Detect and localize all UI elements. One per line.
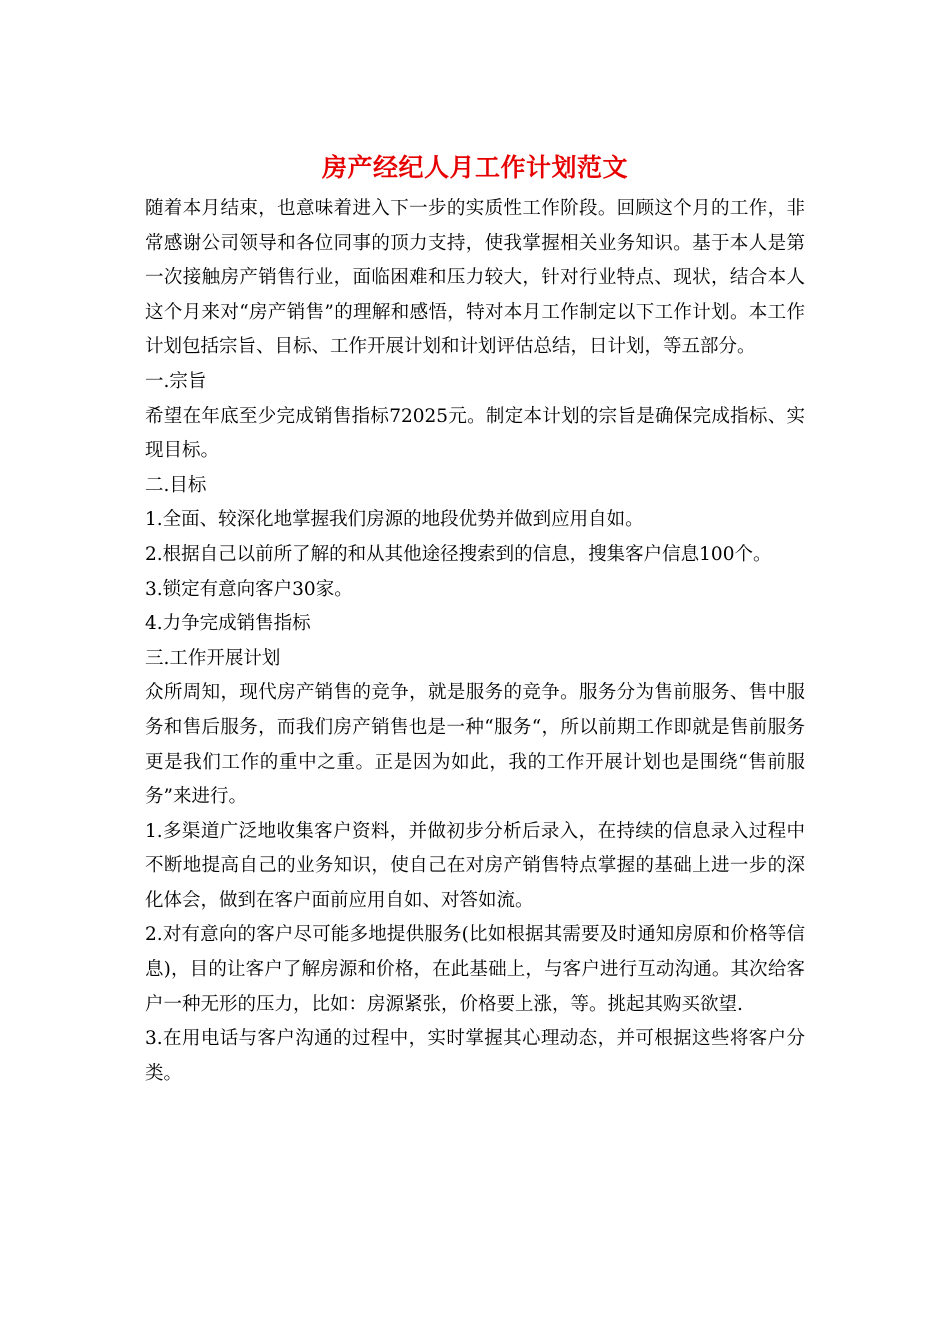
document-title: 房产经纪人月工作计划范文 <box>321 153 628 182</box>
goal-item-1: 1.全面、较深化地掌握我们房源的地段优势并做到应用自如。 <box>145 509 644 531</box>
paragraph-intro: 随着本月结束，也意味着进入下一步的实质性工作阶段。回顾这个月的工作，非常感谢公司领导和各位同事的顶力支持，使我掌握相关业务知识。基于本人是第一次接触房产销售行业，面临困难和压力较大，针对行业特点、现状，结合本人这个月来对“房产销售”的理解和感悟，特对本月工作制定以下工作计划。本工作计划包括宗旨、目标、工作开展计划和计划评估总结，日计划，等五部分。 <box>145 198 805 358</box>
plan-item-3: 3.在用电话与客户沟通的过程中，实时掌握其心理动态，并可根据这些将客户分类。 <box>145 1028 805 1084</box>
plan-item-1: 1.多渠道广泛地收集客户资料，并做初步分析后录入，在持续的信息录入过程中不断地提高自己的业务知识，使自己在对房产销售特点掌握的基础上进一步的深化体会，做到在客户面前应用自如、对答如流。 <box>145 820 805 911</box>
section-heading-purpose: 一.宗旨 <box>145 370 207 392</box>
section-heading-plan: 三.工作开展计划 <box>145 647 281 669</box>
document-body <box>145 192 805 1091</box>
goal-item-3: 3.锁定有意向客户30家。 <box>145 578 353 600</box>
paragraph-purpose: 希望在年底至少完成销售指标72025元。制定本计划的宗旨是确保完成指标、实现目标。 <box>145 405 805 462</box>
paragraph-plan-intro: 众所周知，现代房产销售的竞争，就是服务的竞争。服务分为售前服务、售中服务和售后服务，而我们房产销售也是一种“服务“，所以前期工作即就是售前服务更是我们工作的重中之重。正是因为如此，我的工作开展计划也是围绕“售前服务”来进行。 <box>145 682 805 808</box>
goal-item-2: 2.根据自己以前所了解的和从其他途径搜索到的信息，搜集客户信息100个。 <box>145 543 772 565</box>
plan-item-2: 2.对有意向的客户尽可能多地提供服务(比如根据其需要及时通知房原和价格等信息)，目的让客户了解房源和价格，在此基础上，与客户进行互动沟通。其次给客户一种无形的压力，比如：房源紧张，价格要上涨，等。挑起其购买欲望. <box>145 924 805 1015</box>
goal-item-4: 4.力争完成销售指标 <box>145 613 311 635</box>
section-heading-goals: 二.目标 <box>145 474 207 496</box>
